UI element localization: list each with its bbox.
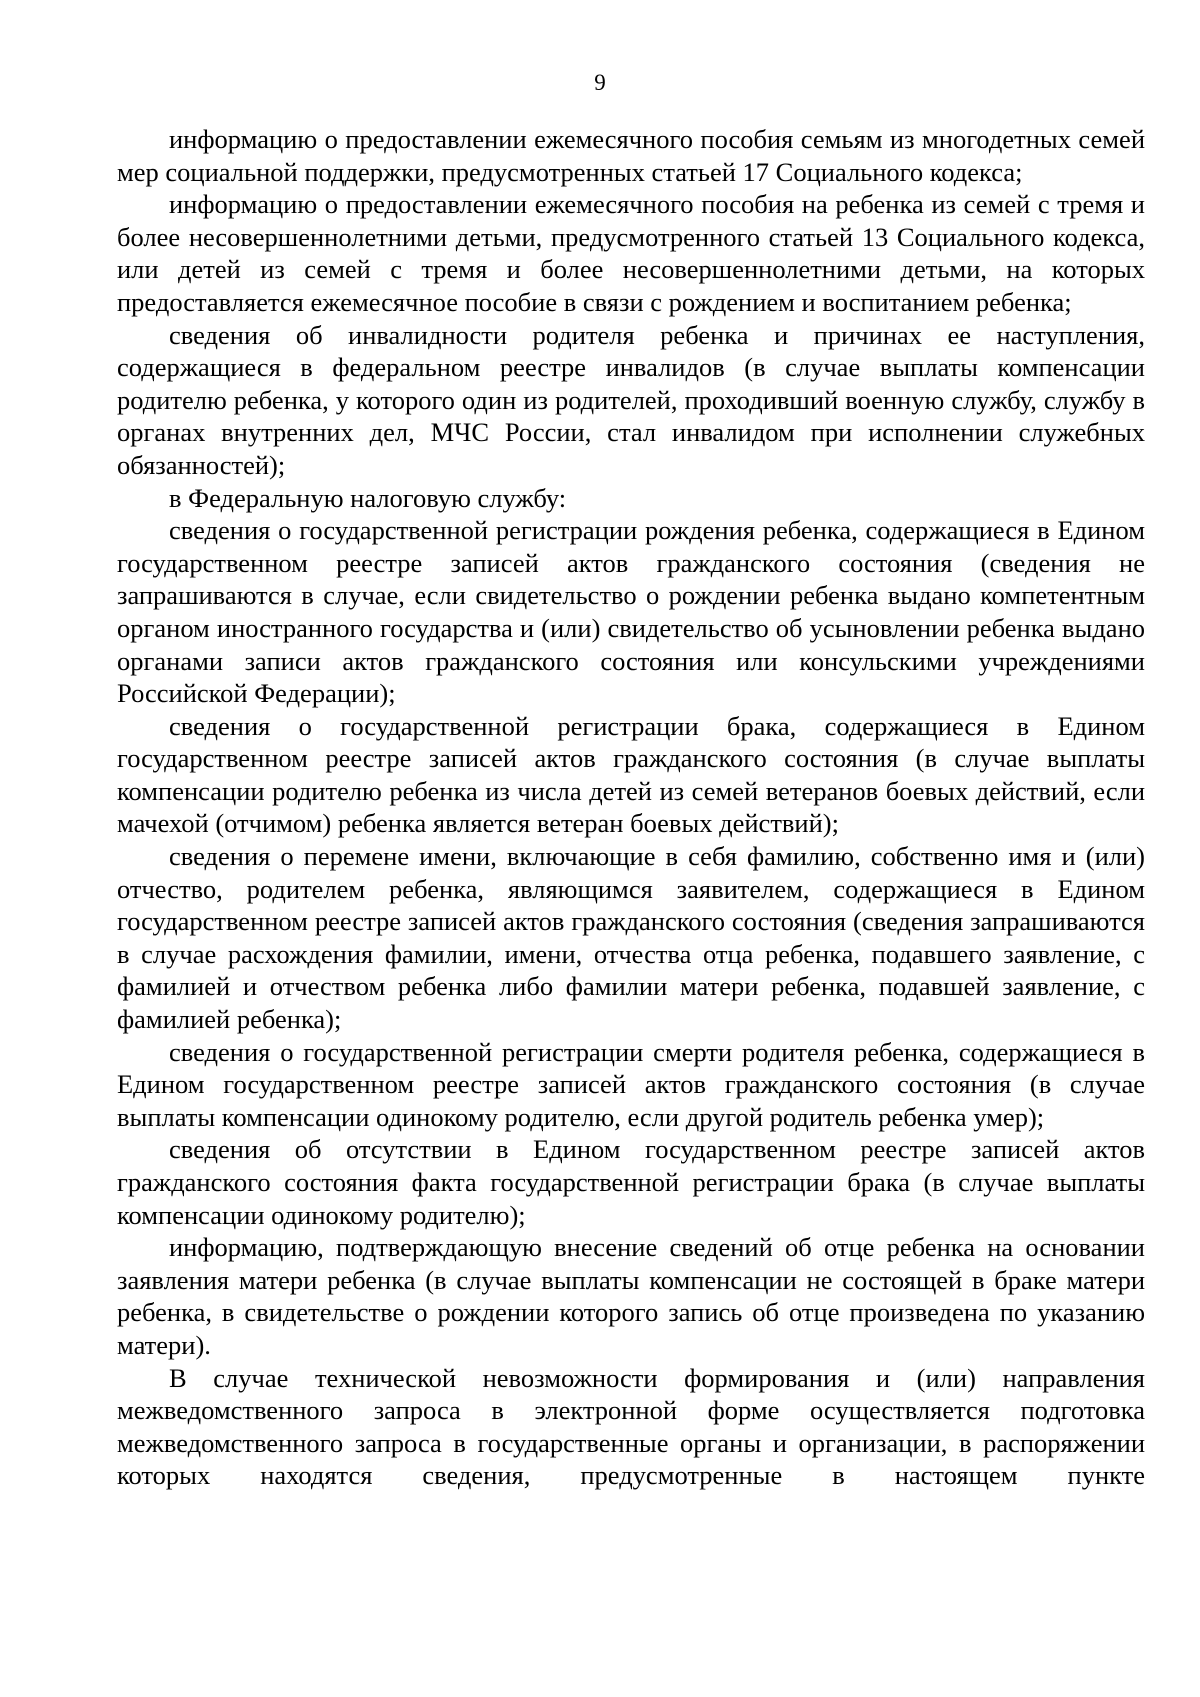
paragraph-marriage-registration: сведения о государственной регистрации брака, содержащиеся в Едином государственном реестре записей актов гражданского состояния (в случае выплаты компенсации родителю ребенка из числа детей из семей ветеранов боевых действий, если мачехой (отчимом) ребенка является ветеран боевых действий); (117, 710, 1145, 839)
paragraph-name-change: сведения о перемене имени, включающие в себя фамилию, собственно имя и (или) отчество, родителем ребенка, являющимся заявителем, содержащиеся в Едином государственном реестре записей актов гражданского состояния (сведения запрашиваются в случае расхождения фамилии, имени, отчества отца ребенка, подавшего заявление, с фамилией и отчеством ребенка либо фамилии матери ребенка, подавшей заявление, с фамилией ребенка); (117, 841, 1145, 1035)
page-number: 9 (594, 70, 606, 95)
paragraph-death-registration: сведения о государственной регистрации смерти родителя ребенка, содержащиеся в Едином государственном реестре записей актов гражданского состояния (в случае выплаты компенсации одинокому родителю, если другой родитель ребенка умер); (117, 1036, 1145, 1132)
paragraph-paternity-info: информацию, подтверждающую внесение сведений об отце ребенка на основании заявления матери ребенка (в случае выплаты компенсации не состоящей в браке матери ребенка, в свидетельстве о рождении которого запись об отце произведена по указанию матери). (117, 1232, 1145, 1360)
paragraph-monthly-allowance-large-families: информацию о предоставлении ежемесячного пособия семьям из многодетных семей мер социальной поддержки, предусмотренных статьей 17 Социального кодекса; (117, 124, 1145, 187)
paragraph-technical-impossibility: В случае технической невозможности формирования и (или) направления межведомственного запроса в электронной форме осуществляется подготовка межведомственного запроса в государственные органы и организации, в распоряжении которых находятся сведения, предусмотренные в настоящем пункте (117, 1362, 1145, 1491)
paragraph-disability-info: сведения об инвалидности родителя ребенка и причинах ее наступления, содержащиеся в федеральном реестре инвалидов (в случае выплаты компенсации родителю ребенка, у которого один из родителей, проходивший военную службу, службу в органах внутренних дел, МЧС России, стал инвалидом при исполнении служебных обязанностей); (117, 319, 1145, 480)
paragraph-birth-registration: сведения о государственной регистрации рождения ребенка, содержащиеся в Едином государственном реестре записей актов гражданского состояния (сведения не запрашиваются в случае, если свидетельство о рождении ребенка выдано компетентным органом иностранного государства и (или) свидетельство об усыновлении ребенка выдано органами записи актов гражданского состояния или консульскими учреждениями Российской Федерации); (117, 515, 1145, 709)
paragraph-tax-service-heading: в Федеральную налоговую службу: (169, 482, 567, 513)
paragraph-no-marriage-record: сведения об отсутствии в Едином государственном реестре записей актов гражданского состояния факта государственной регистрации брака (в случае выплаты компенсации одинокому родителю); (117, 1134, 1145, 1230)
paragraph-monthly-allowance-three-children: информацию о предоставлении ежемесячного пособия на ребенка из семей с тремя и более несовершеннолетними детьми, предусмотренного статьей 13 Социального кодекса, или детей из семей с тремя и более несовершеннолетними детьми, на которых предоставляется ежемесячное пособие в связи с рождением и воспитанием ребенка; (117, 189, 1145, 317)
document-body (117, 123, 1145, 1492)
